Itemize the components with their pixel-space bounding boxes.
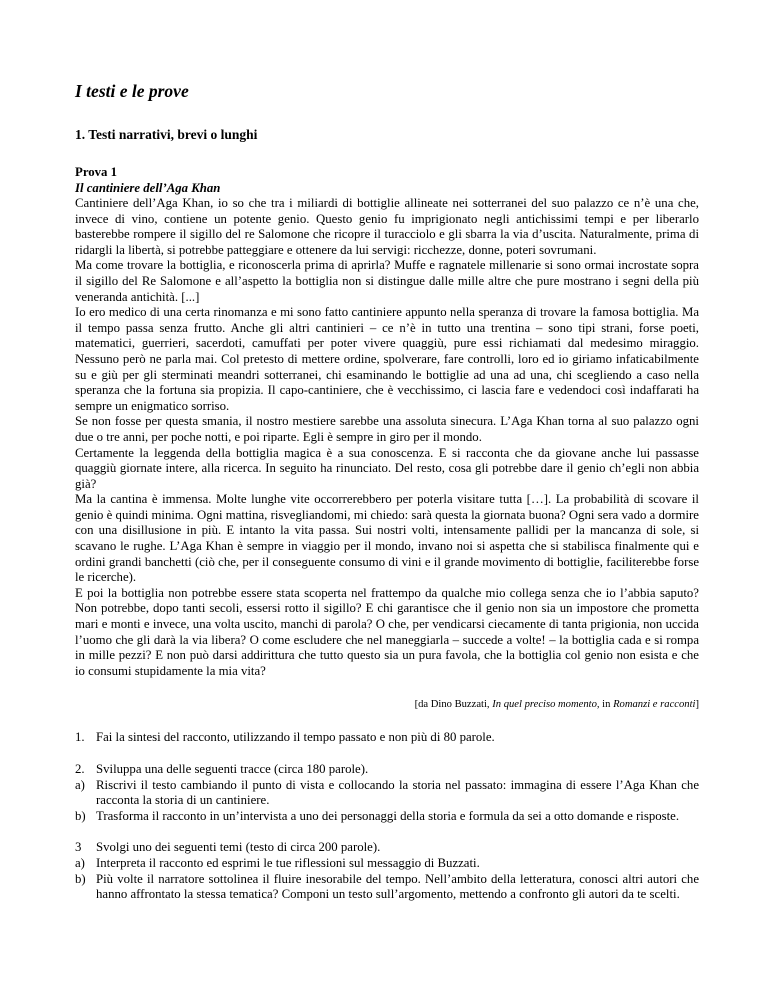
question-item bbox=[75, 840, 699, 856]
question-item bbox=[75, 730, 699, 746]
source-middle: in bbox=[599, 699, 614, 711]
question-text: Trasforma il racconto in un’intervista a uno dei personaggi della storia e formula da sei a otto domande e risposte. bbox=[96, 808, 680, 823]
source-citation bbox=[75, 698, 699, 712]
story-body bbox=[75, 196, 699, 679]
story-paragraph: E poi la bottiglia non potrebbe essere stata scoperta nel frattempo da qualche mio collega senza che io l’abbia saputo? Non potrebbe, dopo tanti secoli, essersi rotto il sigillo? E chi garantisce che il genio non sia un impostore che prometta mari e monti e invece, una volta uscito, manchi di parola? O che, per vendicarsi ciecamente di tanta prigionia, non uccida l’uomo che gli darà la via libera? O come escludere che nel maneggiarla – succede a volte! – la bottiglia cada e si rompa in mille pezzi? E non può darsi addirittura che tutto questo sia un pura favola, che la bottiglia col genio non esista e che io consumi stupidamente la mia vita? bbox=[75, 585, 699, 678]
story-paragraph: Cantiniere dell’Aga Khan, io so che tra i miliardi di bottiglie allineate nei sotterranei del suo palazzo ce n’è una che, invece di vino, contiene un potente genio. Questo genio fu imprigionato negli antichissimi tempi e per liberarlo basterebbe rompere il sigillo del re Salomone che ricopre il turacciolo e gli sbarra la via d’uscita. Naturalmente, prima di ridargli la libertà, si potrebbe patteggiare e ottenere da lui servigi: ricchezze, donne, poteri sovrumani. bbox=[75, 196, 699, 257]
story-title: Il cantiniere dell’Aga Khan bbox=[75, 180, 221, 195]
story-paragraph: Ma la cantina è immensa. Molte lunghe vite occorrerebbero per poterla visitare tutta […]. La probabilità di scovare il genio è quindi minima. Ogni mattina, risvegliandomi, mi chiedo: sarà questa la giornata buona? Ogni sera vado a dormire con una disillusione in più. E intanto la vita passa. Sui nostri volti, intensamente pallidi per la mancanza di sole, si scavano le rughe. L’Aga Khan è sempre in viaggio per il mondo, invano noi si aspetta che si stabilisca finalmente qui e ordini grandi banchetti (ciò che, per il conseguente consumo di vini e il grande movimento di bottiglie, faciliterebbe forse le ricerche). bbox=[75, 492, 699, 585]
source-collection: Romanzi e racconti bbox=[613, 699, 696, 711]
question-number: 3 bbox=[75, 840, 82, 855]
question-number: b) bbox=[75, 871, 86, 886]
question-subitem bbox=[75, 872, 699, 903]
question-text: Riscrivi il testo cambiando il punto di vista e collocando la storia nel passato: immagina di essere l’Aga Khan che racconta la storia di un cantiniere. bbox=[96, 777, 699, 808]
question-number: a) bbox=[75, 855, 85, 870]
prova-label: Prova 1 bbox=[75, 165, 118, 179]
questions-list bbox=[75, 730, 699, 902]
question-item bbox=[75, 762, 699, 778]
source-work: In quel preciso momento, bbox=[492, 699, 600, 711]
story-paragraph: Certamente la leggenda della bottiglia magica è a sua conoscenza. E si racconta che da giovane anche lui passasse quaggiù giornate intere, alla ricerca. In seguito ha rinunciato. Del resto, cosa gli potrebbe dare il genio ch’egli non abbia già? bbox=[75, 445, 699, 491]
question-subitem bbox=[75, 778, 699, 809]
question-text: Interpreta il racconto ed esprimi le tue riflessioni sul messaggio di Buzzati. bbox=[96, 855, 480, 870]
story-paragraph: Se non fosse per questa smania, il nostro mestiere sarebbe una assoluta sinecura. L’Aga Khan torna al suo palazzo ogni due o tre anni, per poche notti, e poi riparte. Egli è sempre in giro per il mondo. bbox=[75, 414, 699, 444]
question-text: Sviluppa una delle seguenti tracce (circa 180 parole). bbox=[96, 762, 369, 776]
source-prefix: [da Dino Buzzati, bbox=[414, 699, 493, 711]
question-text: Svolgi uno dei seguenti temi (testo di circa 200 parole). bbox=[96, 840, 381, 855]
question-number: 2. bbox=[75, 762, 85, 776]
story-paragraph: Ma come trovare la bottiglia, e riconoscerla prima di aprirla? Muffe e ragnatele millenarie si sono ormai incrostate sopra il sigillo del Re Salomone e all’aspetto la bottiglia non si distingue dalle mille altre che pure mostrano i segni della più veneranda antichità. [...] bbox=[75, 258, 699, 304]
source-suffix: ] bbox=[695, 699, 699, 711]
document-title: I testi e le prove bbox=[75, 81, 189, 101]
question-subitem bbox=[75, 856, 699, 872]
question-subitem bbox=[75, 809, 699, 825]
question-text: Più volte il narratore sottolinea il fluire inesorabile del tempo. Nell’ambito della letteratura, conosci altri autori che hanno affrontato la stessa tematica? Componi un testo sull’argomento, mettendo a confronto gli autori da te scelti. bbox=[96, 871, 699, 902]
story-paragraph: Io ero medico di una certa rinomanza e mi sono fatto cantiniere appunto nella speranza di trovare la famosa bottiglia. Ma il tempo passa senza frutto. Anche gli altri cantinieri – ce n’è in tutto una trentina – sono tipi strani, forse poeti, matematici, guerrieri, sacerdoti, camuffati per poter vivere quaggiù, pure essi richiamati dal medesimo miraggio. Nessuno però ne parla mai. Col pretesto di mettere ordine, spolverare, fare controlli, loro ed io giriamo infaticabilmente su e giù per gli sterminati meandri sotterranei, chi esaminando le bottiglie ad una ad una, chi scegliendo a caso nella speranza che la fortuna sia propizia. Il capo-cantiniere, che è vecchissimo, ci lascia fare e vedendoci così indaffarati ha sempre un enigmatico sorriso. bbox=[75, 305, 699, 413]
question-number: 1. bbox=[75, 730, 85, 745]
question-number: a) bbox=[75, 777, 85, 792]
question-text: Fai la sintesi del racconto, utilizzando il tempo passato e non più di 80 parole. bbox=[96, 730, 495, 745]
page-content bbox=[75, 80, 699, 903]
section-heading: 1. Testi narrativi, brevi o lunghi bbox=[75, 127, 258, 142]
question-number: b) bbox=[75, 808, 86, 823]
